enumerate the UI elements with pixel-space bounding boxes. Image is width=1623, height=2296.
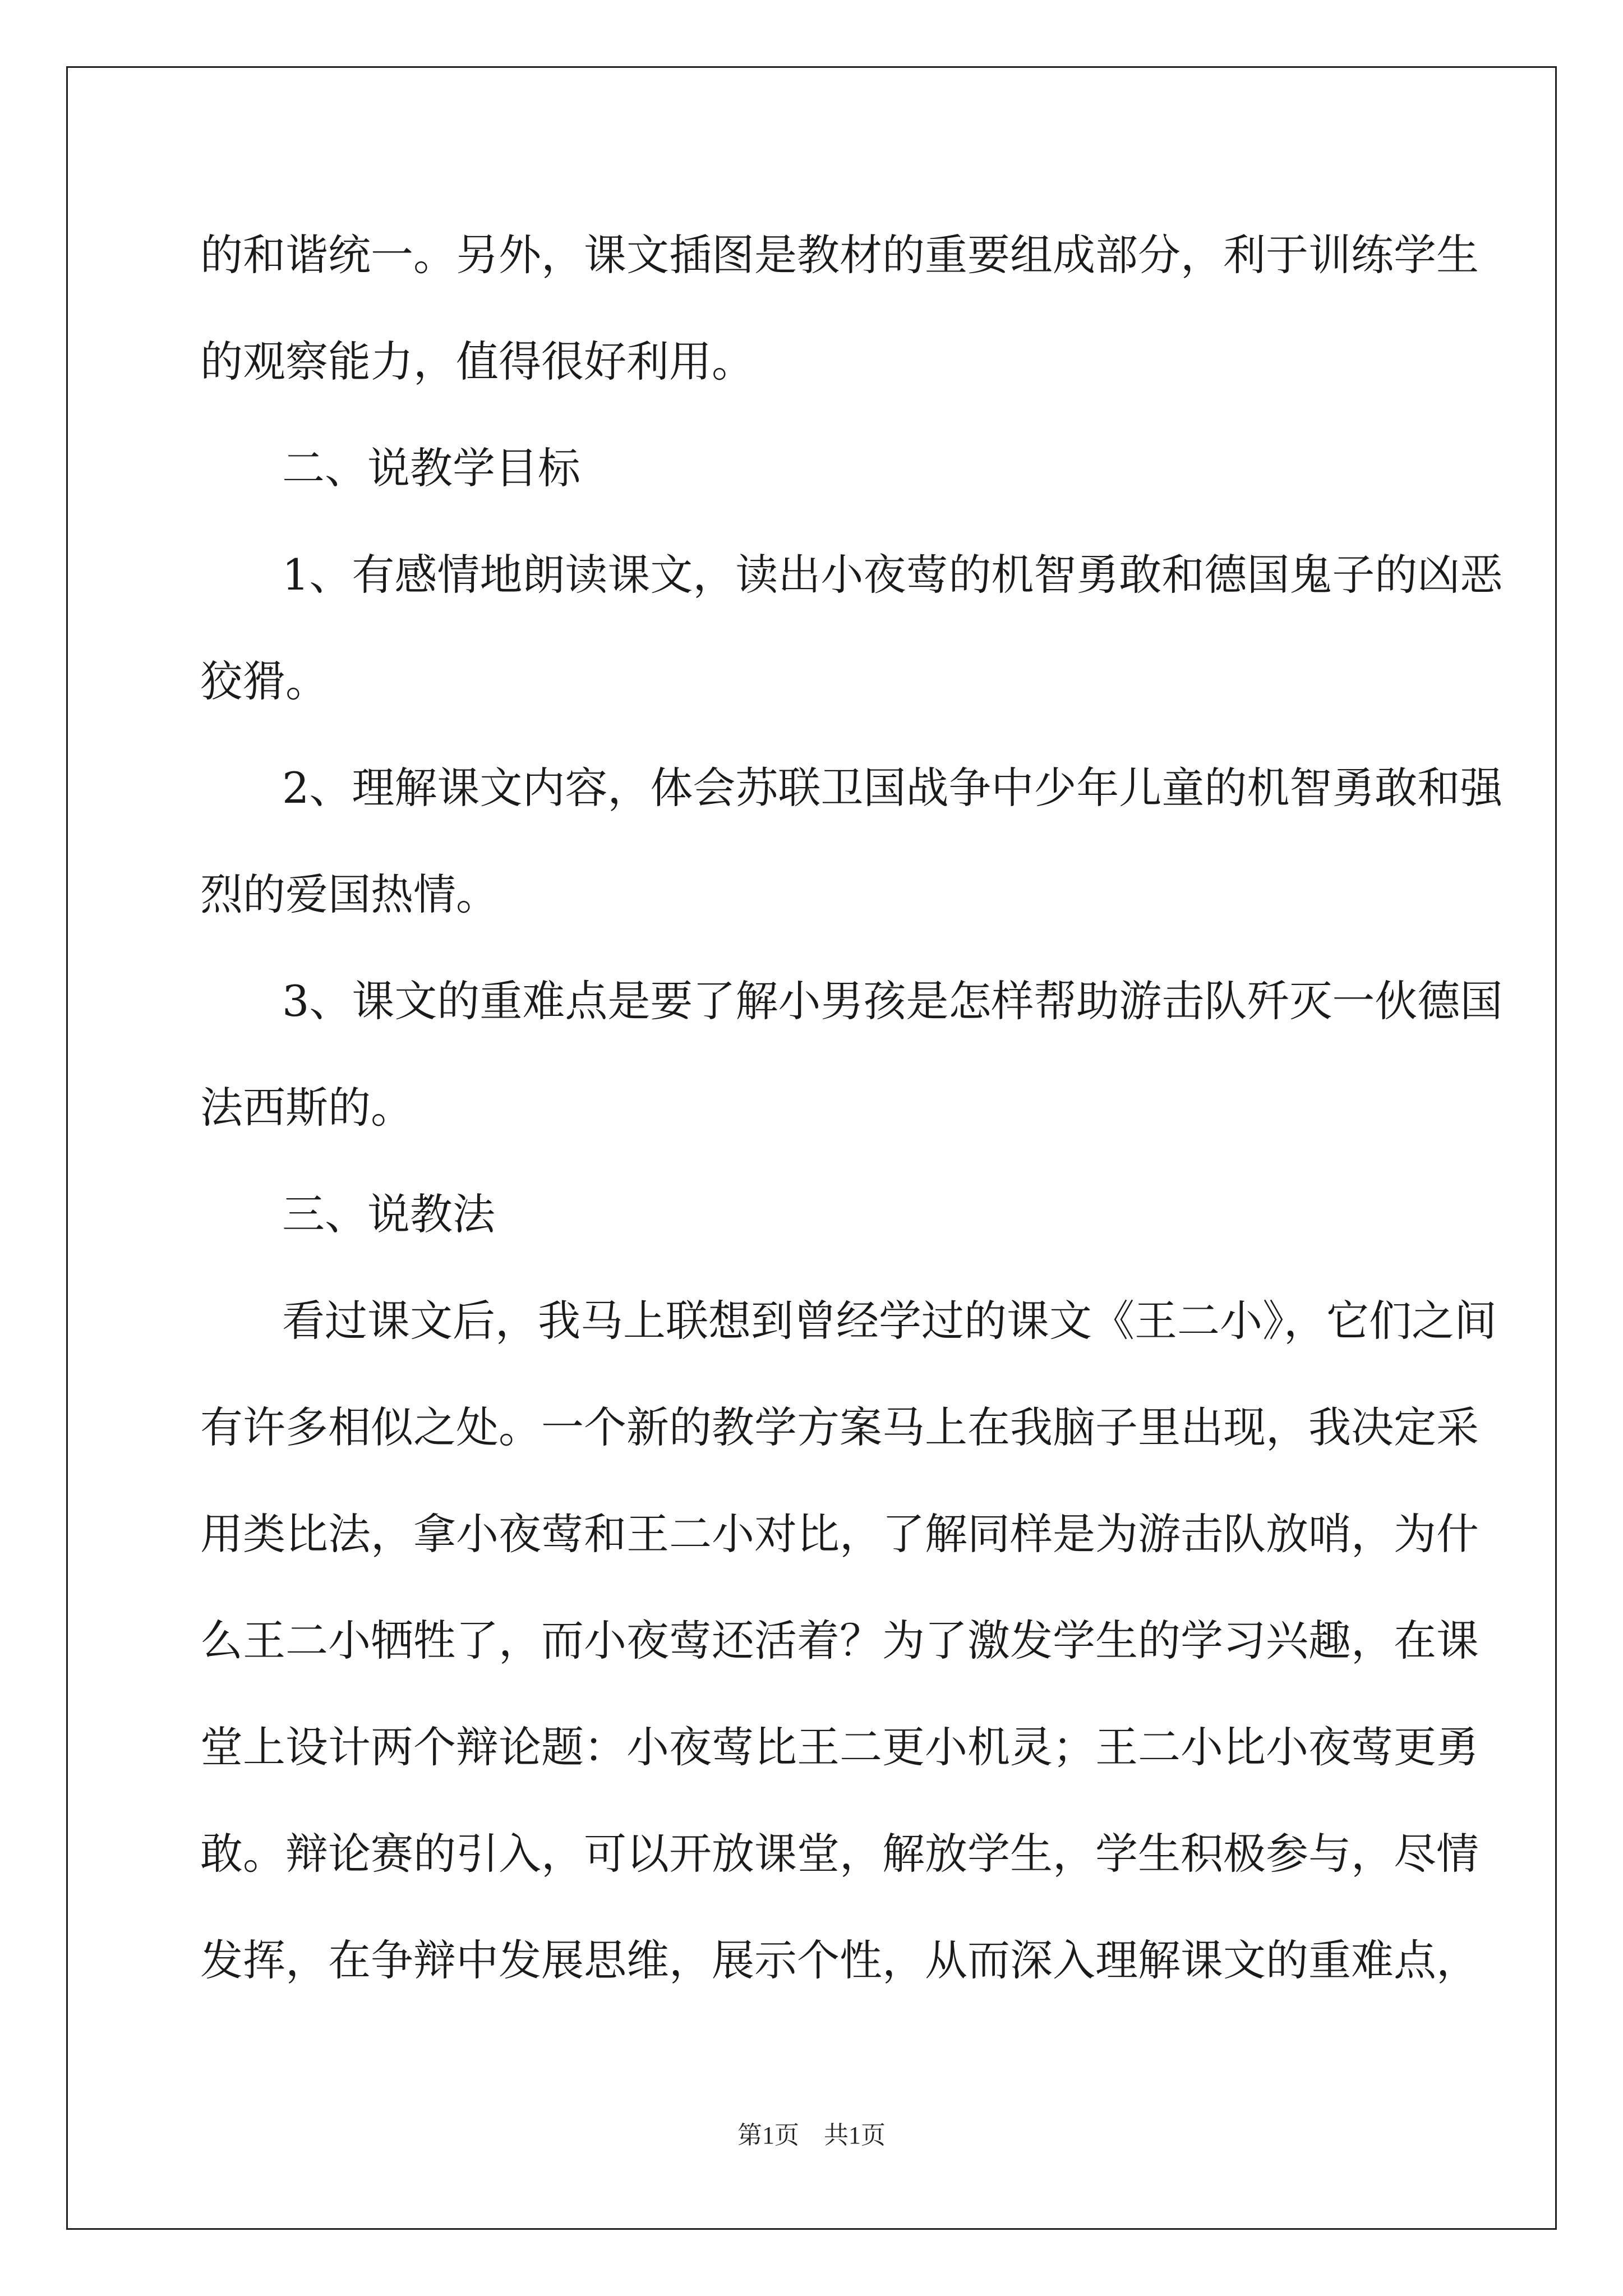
text-line: 堂上设计两个辩论题：小夜莺比王二更小机灵；王二小比小夜莺更勇	[200, 1722, 1479, 1772]
text-line: 发挥，在争辩中发展思维，展示个性，从而深入理解课文的重难点，	[200, 1935, 1479, 1985]
section-heading: 三、说教法	[282, 1189, 495, 1239]
section-heading: 二、说教学目标	[282, 443, 580, 493]
text-line: 么王二小牺牲了，而小夜莺还活着？为了激发学生的学习兴趣，在课	[200, 1616, 1479, 1665]
text-line: 狡猾。	[200, 656, 328, 706]
page-number-footer: 第1页 共1页	[737, 2122, 886, 2149]
text-line: 1、有感情地朗读课文，读出小夜莺的机智勇敢和德国鬼子的凶恶	[282, 550, 1503, 600]
text-line: 3、课文的重难点是要了解小男孩是怎样帮助游击队歼灭一伙德国	[282, 976, 1503, 1026]
text-line: 烈的爱国热情。	[200, 869, 499, 919]
text-line: 的观察能力，值得很好利用。	[200, 337, 754, 386]
text-line: 用类比法，拿小夜莺和王二小对比，了解同样是为游击队放哨，为什	[200, 1509, 1479, 1559]
text-line: 2、理解课文内容，体会苏联卫国战争中少年儿童的机智勇敢和强	[282, 763, 1503, 813]
text-line: 看过课文后，我马上联想到曾经学过的课文《王二小》，它们之间	[282, 1296, 1497, 1346]
text-line: 有许多相似之处。一个新的教学方案马上在我脑子里出现，我决定采	[200, 1402, 1479, 1452]
text-line: 法西斯的。	[200, 1083, 413, 1133]
text-line: 敢。辩论赛的引入，可以开放课堂，解放学生，学生积极参与，尽情	[200, 1829, 1479, 1879]
text-line: 的和谐统一。另外，课文插图是教材的重要组成部分，利于训练学生	[200, 230, 1479, 280]
